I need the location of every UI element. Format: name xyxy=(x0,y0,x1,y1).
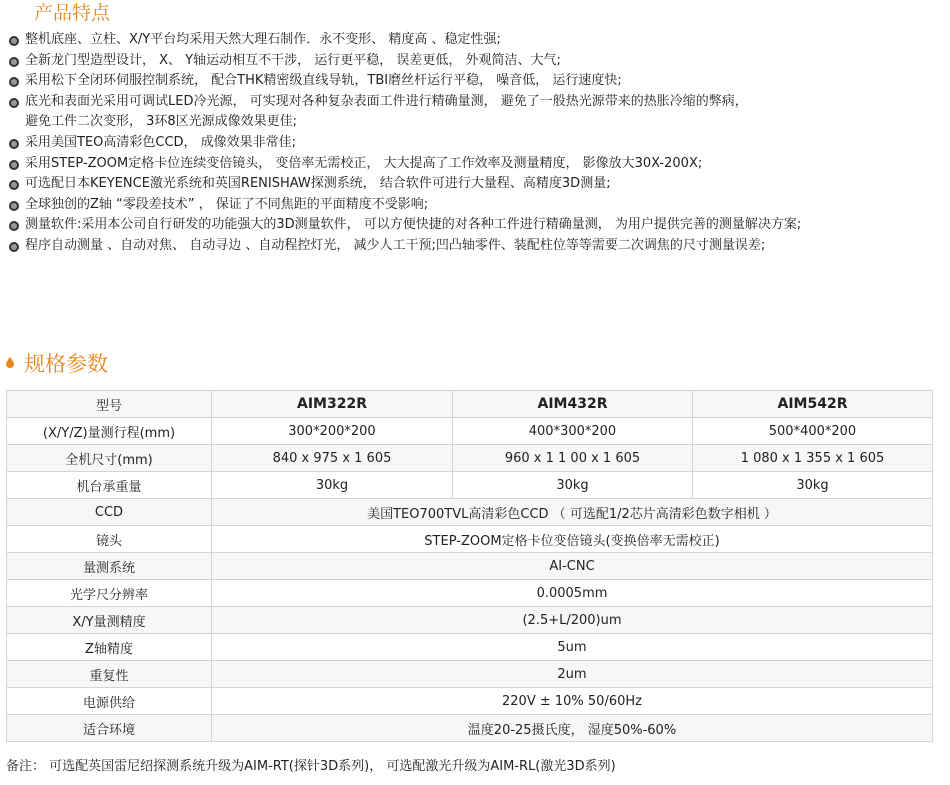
bullet-icon xyxy=(9,36,19,46)
feature-item xyxy=(8,236,938,257)
spec-label-cell: 全机尺寸(mm) xyxy=(7,445,212,472)
feature-item xyxy=(8,215,938,236)
spec-value-cell: 2um xyxy=(212,661,933,688)
spec-value-cell: 30kg xyxy=(453,472,693,499)
feature-line: 全新龙门型造型设计， X、 Y轴运动相互不干涉， 运行更平稳， 误差更低， 外观简洁、大气; xyxy=(25,52,561,68)
bullet-icon xyxy=(9,221,19,231)
feature-item xyxy=(8,174,938,195)
spec-row xyxy=(7,607,933,634)
spec-value-cell: 300*200*200 xyxy=(212,418,453,445)
bullet-icon xyxy=(9,180,19,190)
spec-label-cell: 镜头 xyxy=(7,526,212,553)
features-heading: 产品特点 xyxy=(34,2,111,24)
bullet-icon xyxy=(9,139,19,149)
feature-line: 整机底座、立柱、X/Y平台均采用天然大理石制作．永不变形、 精度高 、稳定性强; xyxy=(25,32,501,47)
spec-label-cell: 型号 xyxy=(7,391,212,418)
bullet-icon xyxy=(9,242,19,252)
feature-item xyxy=(8,51,938,72)
spec-value-cell: 1 080 x 1 355 x 1 605 xyxy=(693,445,933,472)
model-header-cell: AIM322R xyxy=(212,391,453,418)
bullet-icon xyxy=(9,98,19,108)
flame-drop-icon xyxy=(6,357,14,368)
spec-row xyxy=(7,418,933,445)
spec-value-cell: 温度20-25摄氏度， 湿度50%-60% xyxy=(212,715,933,742)
spec-value-cell: 5um xyxy=(212,634,933,661)
spec-row xyxy=(7,580,933,607)
spec-row xyxy=(7,499,933,526)
spec-label-cell: 重复性 xyxy=(7,661,212,688)
spec-row xyxy=(7,634,933,661)
spec-row xyxy=(7,472,933,499)
spec-label-cell: 机台承重量 xyxy=(7,472,212,499)
feature-line: 底光和表面光采用可调试LED冷光源， 可实现对各种复杂表面工件进行精确量测， 避免了一般热光源带来的热胀冷缩的弊病， xyxy=(25,93,748,109)
spec-heading: 规格参数 xyxy=(24,352,108,376)
spec-value-cell: 30kg xyxy=(212,472,453,499)
spec-value-cell: 840 x 975 x 1 605 xyxy=(212,445,453,472)
feature-line: 可选配日本KEYENCE激光系统和英国RENISHAW探测系统， 结合软件可进行大量程、高精度3D测量; xyxy=(25,176,611,192)
spec-label-cell: 量测系统 xyxy=(7,553,212,580)
model-header-cell: AIM542R xyxy=(693,391,933,418)
spec-value-cell: (2.5+L/200)um xyxy=(212,607,933,634)
feature-line: 采用松下全闭环伺服控制系统， 配合THK精密级直线导轨，TBI磨丝杆运行平稳， 噪音低， 运行速度快; xyxy=(25,73,622,89)
spec-label-cell: (X/Y/Z)量测行程(mm) xyxy=(7,418,212,445)
feature-item xyxy=(8,71,938,92)
spec-row xyxy=(7,661,933,688)
feature-line: 避免工件二次变形， 3环8区光源成像效果更佳; xyxy=(25,114,298,130)
feature-item xyxy=(8,92,938,133)
spec-value-cell: 220V ± 10% 50/60Hz xyxy=(212,688,933,715)
spec-label-cell: 光学尺分辨率 xyxy=(7,580,212,607)
feature-line: 测量软件:采用本公司自行研发的功能强大的3D测量软件， 可以方便快捷的对各种工件进行精确量测， 为用户提供完善的测量解决方案; xyxy=(25,217,802,233)
feature-item xyxy=(8,30,938,51)
feature-item xyxy=(8,195,938,216)
spec-value-cell: 0.0005mm xyxy=(212,580,933,607)
bullet-icon xyxy=(9,160,19,170)
spec-value-cell: 960 x 1 1 00 x 1 605 xyxy=(453,445,693,472)
note-text: 备注： 可选配英国雷尼绍探测系统升级为AIM-RT(探针3D系列)， 可选配激光升级为AIM-RL(激光3D系列) xyxy=(6,759,616,774)
spec-value-cell: 500*400*200 xyxy=(693,418,933,445)
spec-label-cell: Z轴精度 xyxy=(7,634,212,661)
spec-row xyxy=(7,688,933,715)
feature-item xyxy=(8,154,938,175)
spec-value-cell: 30kg xyxy=(693,472,933,499)
bullet-icon xyxy=(9,57,19,67)
spec-label-cell: 适合环境 xyxy=(7,715,212,742)
spec-row xyxy=(7,526,933,553)
features-list xyxy=(8,30,938,257)
spec-row xyxy=(7,391,933,418)
spec-table xyxy=(6,390,933,742)
feature-line: 采用STEP-ZOOM定格卡位连续变倍镜头， 变倍率无需校正， 大大提高了工作效率及测量精度， 影像放大30X-200X; xyxy=(25,155,703,171)
feature-line: 全球独创的Z轴 “零段差技术” ， 保证了不同焦距的平面精度不受影响; xyxy=(25,196,429,212)
spec-value-cell: 美国TEO700TVL高清彩色CCD （ 可选配1/2芯片高清彩色数字相机 ） xyxy=(212,499,933,526)
spec-row xyxy=(7,445,933,472)
spec-row xyxy=(7,715,933,742)
feature-line: 程序自动测量 、自动对焦、 自动寻边 、自动程控灯光， 减少人工干预;凹凸轴零件、装配柱位等等需要二次调焦的尺寸测量误差; xyxy=(25,237,766,253)
spec-value-cell: STEP-ZOOM定格卡位变倍镜头(变换倍率无需校正) xyxy=(212,526,933,553)
feature-line: 采用美国TEO高清彩色CCD， 成像效果非常佳; xyxy=(25,134,297,150)
spec-value-cell: AI-CNC xyxy=(212,553,933,580)
feature-item xyxy=(8,133,938,154)
spec-row xyxy=(7,553,933,580)
model-header-cell: AIM432R xyxy=(453,391,693,418)
bullet-icon xyxy=(9,201,19,211)
spec-label-cell: 电源供给 xyxy=(7,688,212,715)
spec-label-cell: X/Y量测精度 xyxy=(7,607,212,634)
bullet-icon xyxy=(9,77,19,87)
spec-label-cell: CCD xyxy=(7,499,212,526)
spec-value-cell: 400*300*200 xyxy=(453,418,693,445)
